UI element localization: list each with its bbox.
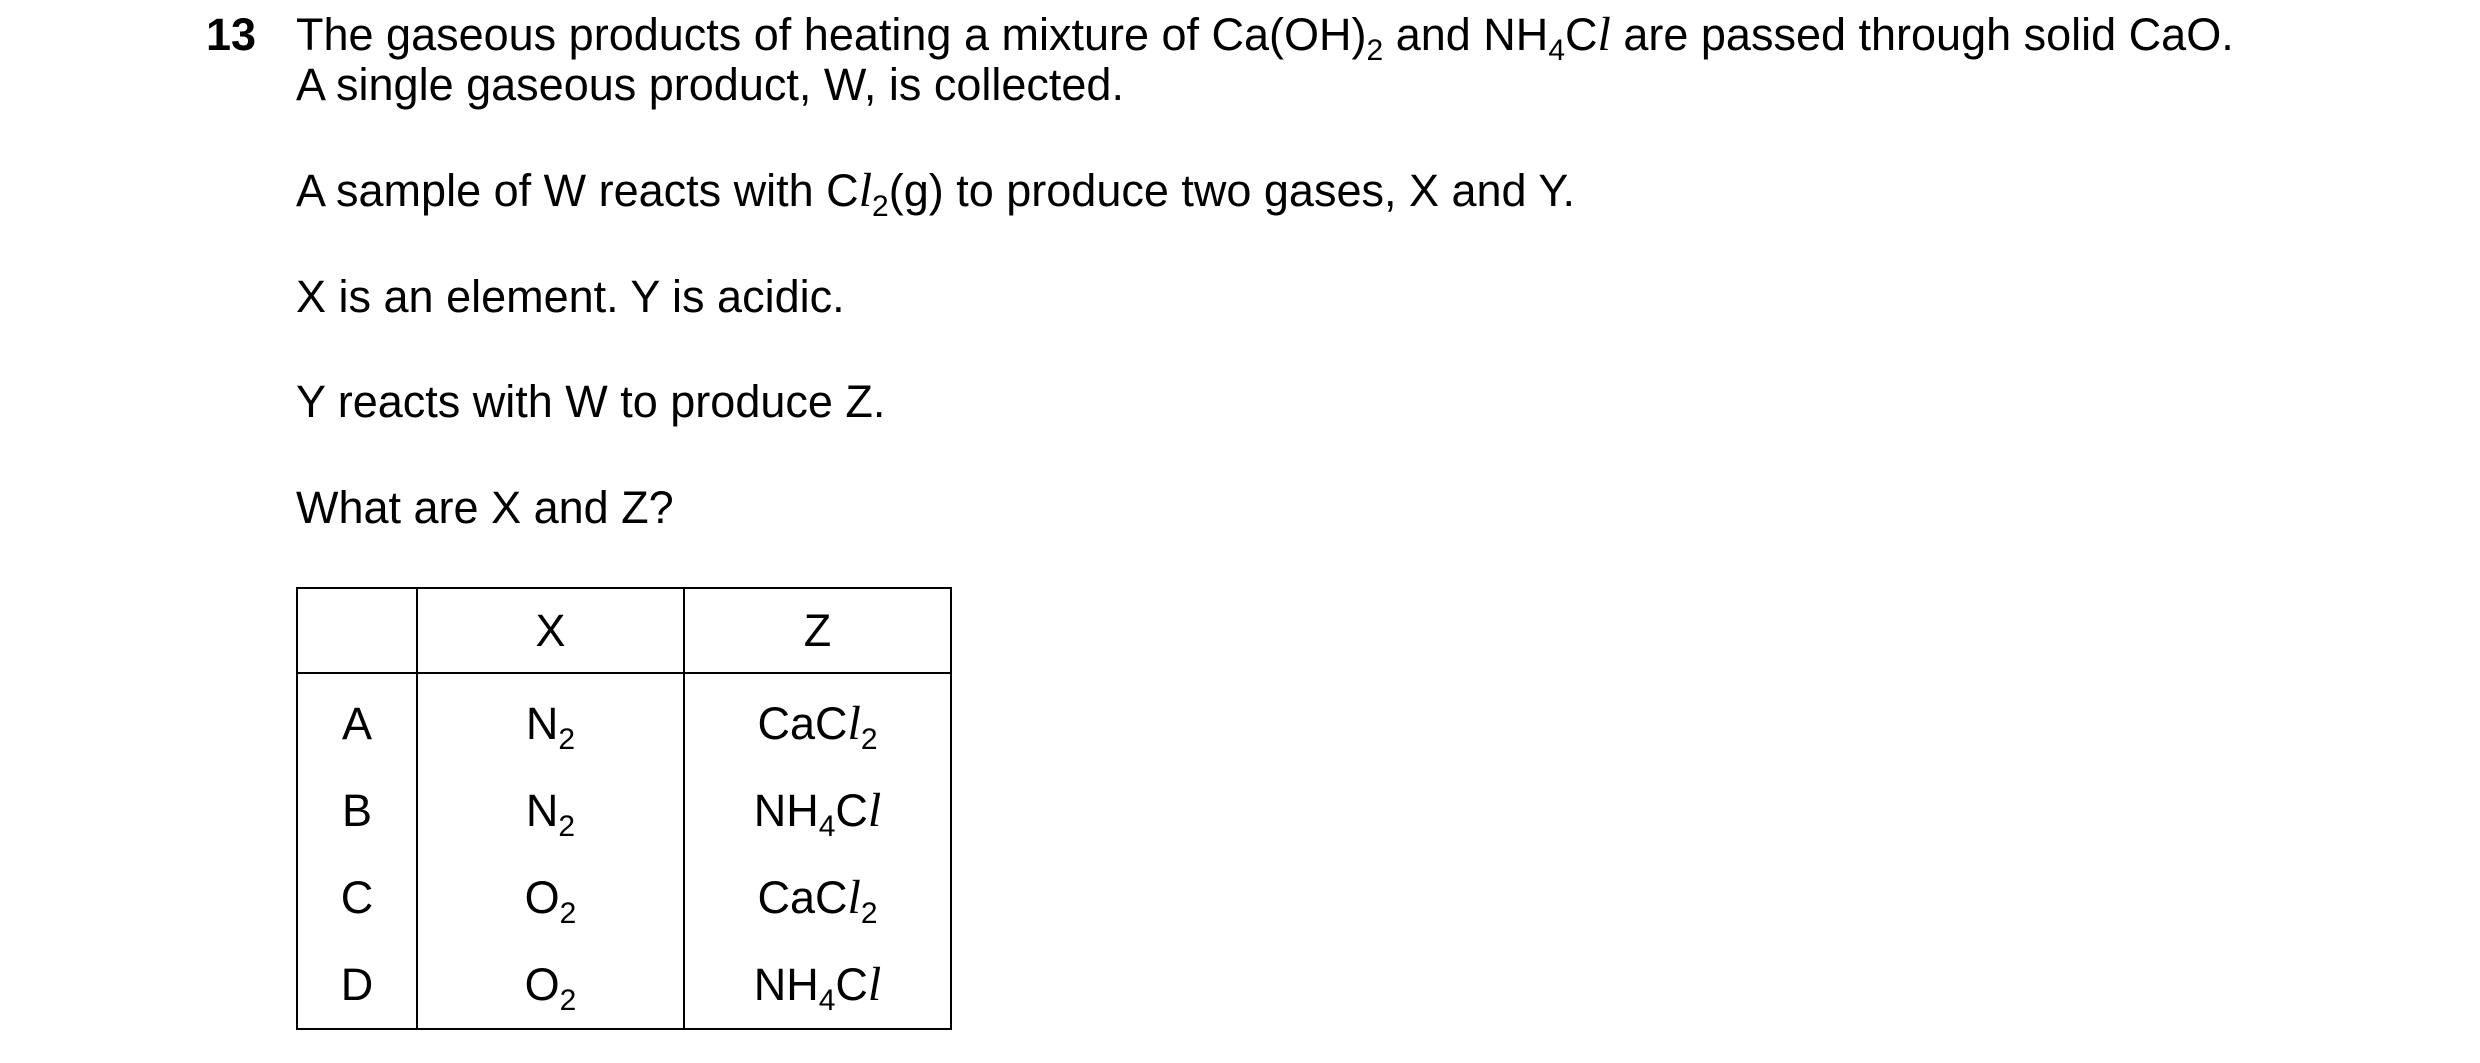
z-cell: [684, 673, 951, 767]
italic-l: l: [847, 697, 861, 750]
option-key: A: [297, 673, 417, 767]
subscript: 2: [860, 897, 878, 930]
subscript: 4: [818, 984, 836, 1017]
subscript: 2: [559, 896, 577, 930]
x-cell: [417, 854, 684, 941]
question-line-6: What are X and Z?: [296, 482, 674, 533]
italic-l: l: [858, 164, 873, 217]
text-segment: and NH: [1383, 9, 1549, 60]
header-key-cell: [297, 588, 417, 673]
text-segment: A sample of W reacts with C: [296, 165, 859, 216]
option-key: B: [297, 767, 417, 854]
question-line-2: A single gaseous product, W, is collected.: [296, 59, 1124, 110]
x-cell: [417, 767, 684, 854]
subscript: 2: [1366, 34, 1384, 67]
option-key: C: [297, 854, 417, 941]
z-formula: C: [835, 959, 868, 1010]
question-line-3: [296, 164, 1575, 223]
z-formula: NH: [753, 785, 819, 836]
italic-l: l: [847, 871, 861, 924]
subscript: 4: [818, 810, 836, 843]
italic-l: l: [867, 958, 882, 1011]
table-row: [297, 941, 951, 1029]
option-key: D: [297, 941, 417, 1029]
subscript: 4: [1548, 34, 1565, 67]
x-cell: [417, 673, 684, 767]
x-formula: N: [525, 784, 559, 836]
text-segment: (g) to produce two gases, X and Y.: [888, 165, 1575, 216]
z-formula: C: [835, 785, 868, 836]
subscript: 2: [559, 983, 577, 1017]
x-formula: N: [525, 697, 559, 749]
question-line-1: [296, 8, 2234, 67]
header-x-cell: X: [417, 588, 684, 673]
question-line-4: X is an element. Y is acidic.: [296, 271, 845, 322]
question-number: 13: [206, 9, 257, 60]
z-cell: [684, 941, 951, 1029]
italic-l: l: [867, 784, 882, 837]
text-segment: The gaseous products of heating a mixture of Ca(OH): [296, 9, 1367, 60]
z-formula: CaC: [757, 872, 848, 923]
z-formula: NH: [753, 959, 819, 1010]
italic-l: l: [1597, 8, 1611, 61]
text-segment: are passed through solid CaO.: [1610, 9, 2234, 60]
z-cell: [684, 767, 951, 854]
table-row: [297, 854, 951, 941]
table-header-row: [297, 588, 951, 673]
table-row: [297, 673, 951, 767]
x-cell: [417, 941, 684, 1029]
question-line-5: Y reacts with W to produce Z.: [296, 376, 886, 427]
z-cell: [684, 854, 951, 941]
z-formula: CaC: [757, 698, 848, 749]
subscript: 2: [860, 723, 878, 756]
subscript: 2: [872, 190, 889, 223]
subscript: 2: [558, 722, 576, 756]
x-formula: O: [524, 871, 560, 923]
table-row: [297, 767, 951, 854]
header-z-cell: Z: [684, 588, 951, 673]
subscript: 2: [558, 809, 576, 843]
text-segment: C: [1565, 9, 1598, 60]
x-formula: O: [524, 958, 560, 1010]
answer-options-table: [296, 587, 952, 1030]
